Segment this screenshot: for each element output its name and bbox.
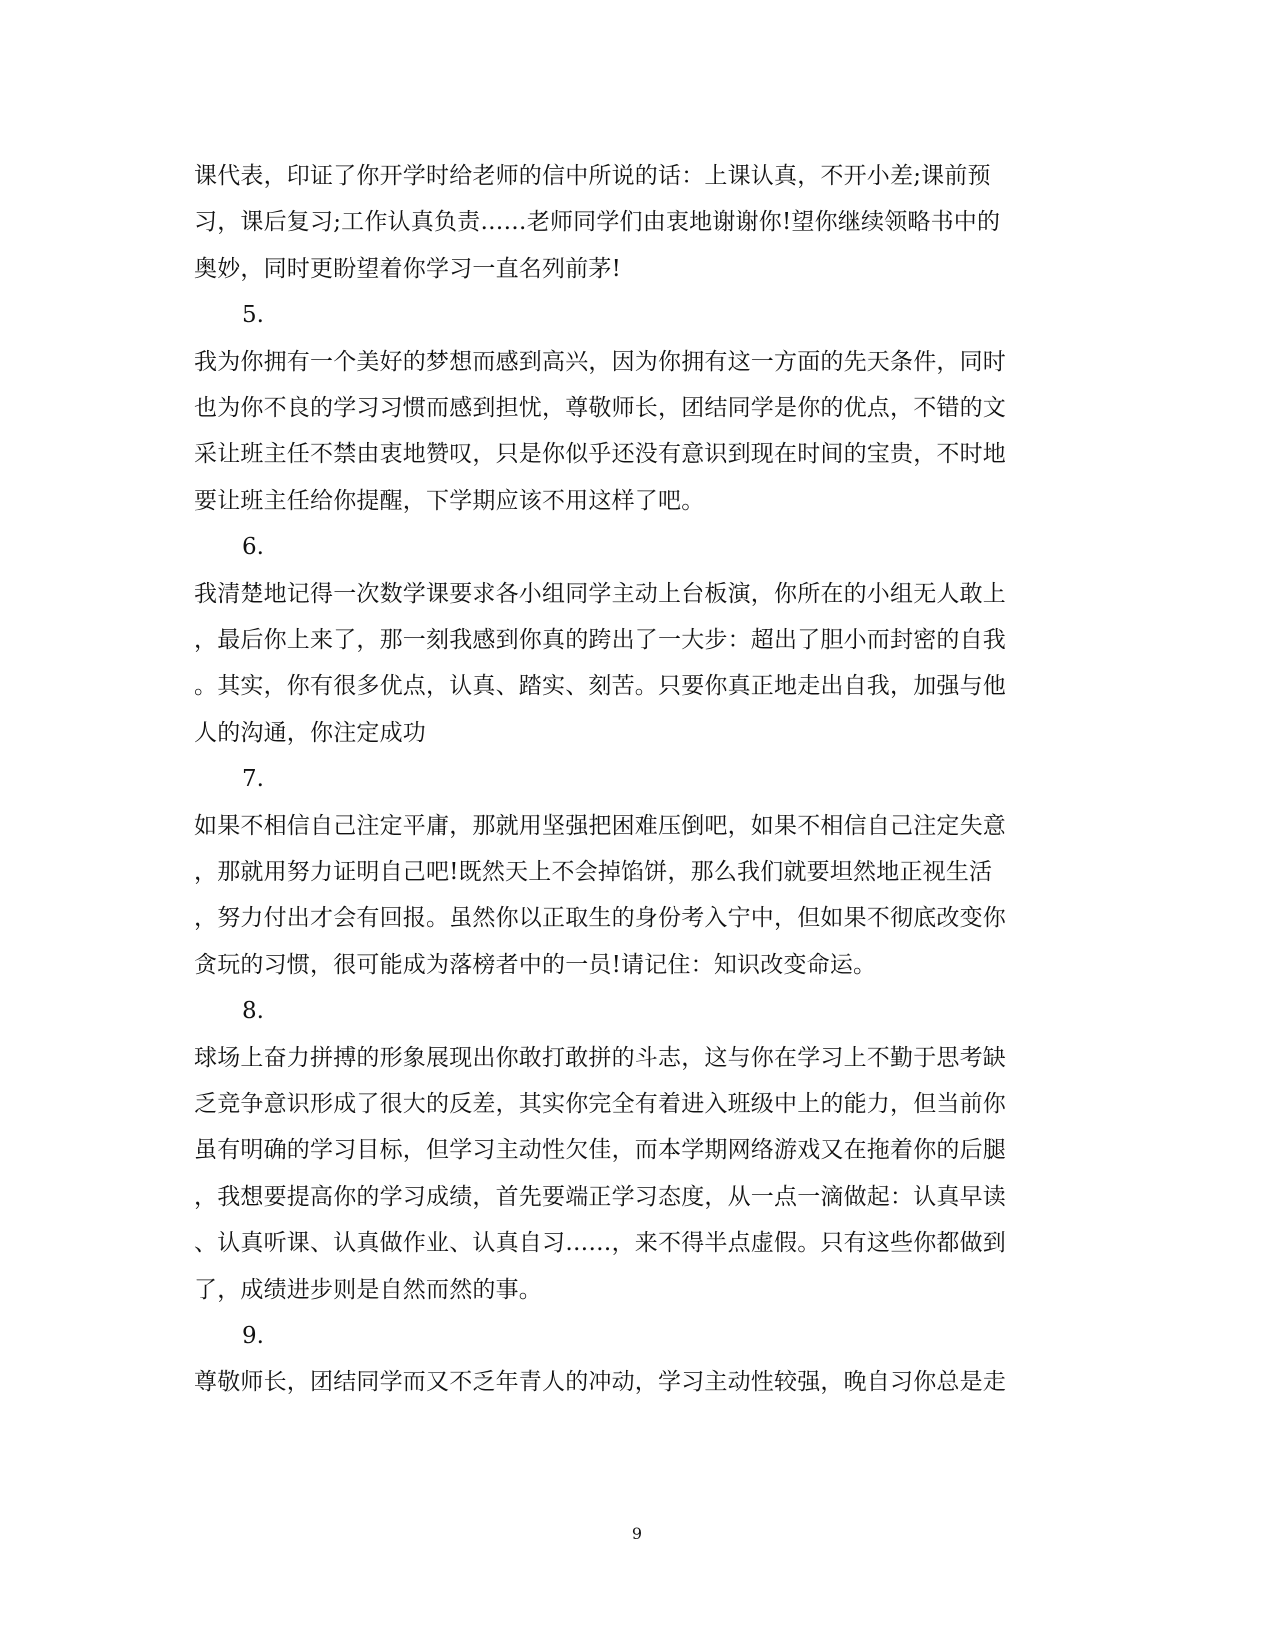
text-line: 乏竞争意识形成了很大的反差，其实你完全有着进入班级中上的能力，但当前你 xyxy=(194,1091,1006,1117)
item-number: 9. xyxy=(242,1323,264,1349)
item-number: 6. xyxy=(242,534,264,560)
text-line: 习，课后复习;工作认真负责……老师同学们由衷地谢谢你!望你继续领略书中的 xyxy=(194,209,1001,235)
text-line: 我清楚地记得一次数学课要求各小组同学主动上台板演，你所在的小组无人敢上 xyxy=(194,581,1006,607)
text-line: 、认真听课、认真做作业、认真自习……，来不得半点虚假。只有这些你都做到 xyxy=(194,1230,1006,1256)
text-line: 要让班主任给你提醒，下学期应该不用这样了吧。 xyxy=(194,488,705,514)
page-number: 9 xyxy=(631,1524,643,1543)
text-line: 人的沟通，你注定成功 xyxy=(194,720,426,746)
text-line: 虽有明确的学习目标，但学习主动性欠佳，而本学期网络游戏又在拖着你的后腿 xyxy=(194,1137,1006,1163)
text-line: ，最后你上来了，那一刻我感到你真的跨出了一大步：超出了胆小而封密的自我 xyxy=(194,627,1006,653)
text-line: ，那就用努力证明自己吧!既然天上不会掉馅饼，那么我们就要坦然地正视生活 xyxy=(194,859,993,885)
text-line: 贪玩的习惯，很可能成为落榜者中的一员!请记住：知识改变命运。 xyxy=(194,952,877,978)
item-number: 8. xyxy=(242,998,264,1024)
text-line: 奥妙，同时更盼望着你学习一直名列前茅! xyxy=(194,256,622,282)
item-number: 5. xyxy=(242,302,264,328)
text-line: 了，成绩进步则是自然而然的事。 xyxy=(194,1277,542,1303)
text-line: 尊敬师长，团结同学而又不乏年青人的冲动，学习主动性较强，晚自习你总是走 xyxy=(194,1369,1006,1395)
text-line: ，我想要提高你的学习成绩，首先要端正学习态度，从一点一滴做起：认真早读 xyxy=(194,1184,1006,1210)
text-line: 课代表，印证了你开学时给老师的信中所说的话：上课认真，不开小差;课前预 xyxy=(194,163,991,189)
text-line: 球场上奋力拼搏的形象展现出你敢打敢拼的斗志，这与你在学习上不勤于思考缺 xyxy=(194,1045,1006,1071)
text-line: 如果不相信自己注定平庸，那就用坚强把困难压倒吧，如果不相信自己注定失意 xyxy=(194,813,1006,839)
text-line: 我为你拥有一个美好的梦想而感到高兴，因为你拥有这一方面的先天条件，同时 xyxy=(194,349,1006,375)
text-line: ，努力付出才会有回报。虽然你以正取生的身份考入宁中，但如果不彻底改变你 xyxy=(194,905,1006,931)
text-line: 也为你不良的学习习惯而感到担忧，尊敬师长，团结同学是你的优点，不错的文 xyxy=(194,395,1006,421)
item-number: 7. xyxy=(242,766,264,792)
text-line: 采让班主任不禁由衷地赞叹，只是你似乎还没有意识到现在时间的宝贵，不时地 xyxy=(194,441,1006,467)
text-line: 。其实，你有很多优点，认真、踏实、刻苦。只要你真正地走出自我，加强与他 xyxy=(194,673,1006,699)
